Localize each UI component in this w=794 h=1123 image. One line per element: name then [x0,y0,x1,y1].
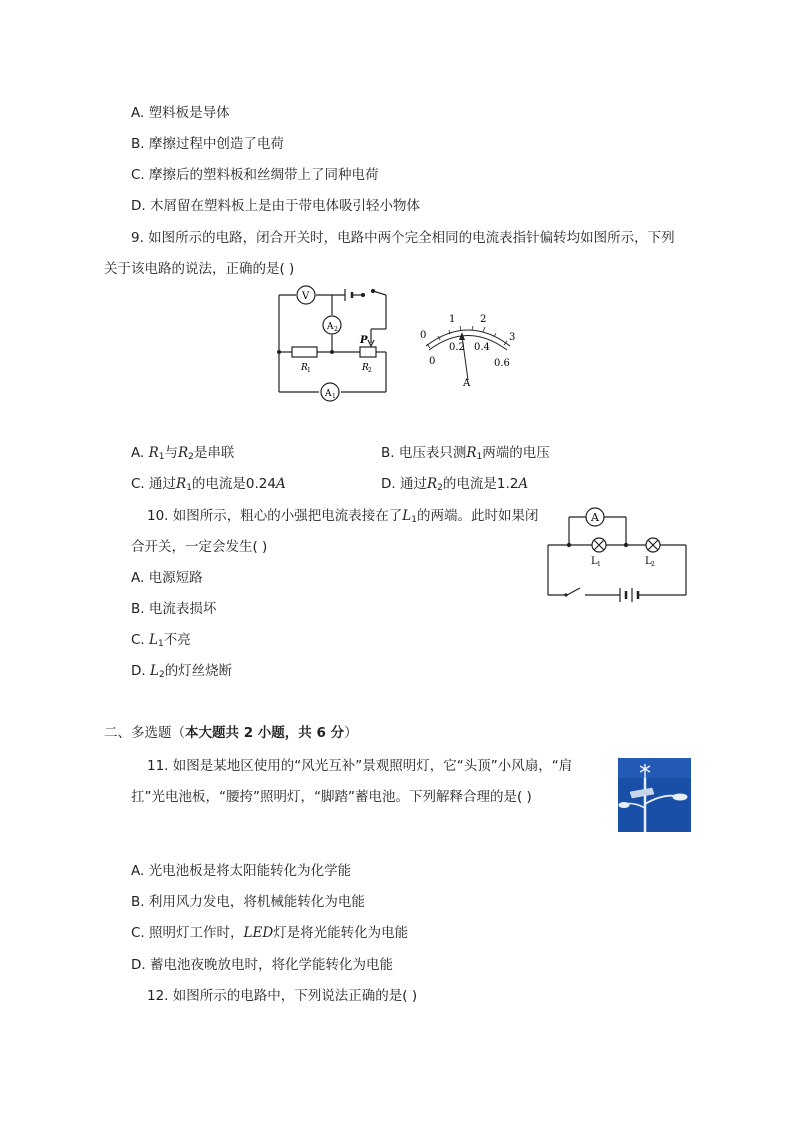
q9-option-c: C. 通过$R_1$的电流是0.24A [131,476,286,493]
ammeter-a1-sub: 1 [332,393,336,400]
q10-option-c: C. $L_1$不亮 [131,632,191,649]
q8-option-d: D. 木屑留在塑料板上是由于带电体吸引轻小物体 [131,198,420,214]
r1-sub: 1 [307,367,311,374]
q10-option-d: D. $L_2$的灯丝烧断 [131,663,233,680]
q10-l1-sub: 1 [597,561,601,568]
q10-option-a: A. 电源短路 [131,570,203,586]
q10-stem-line2: 合开关，一定会发生( ) [131,539,268,555]
dial-bottom-0.2: 0.2 [449,342,465,353]
ammeter-a2-label: A [327,322,334,332]
ammeter-a2-sub: 2 [334,326,338,333]
q10-circuit-diagram [545,505,690,605]
q9-circuit-diagram [270,285,395,405]
q10-ammeter-label: A [591,511,599,524]
q11-option-d: D. 蓄电池夜晚放电时，将化学能转化为电能 [131,957,393,973]
dial-top-3: 3 [509,332,516,343]
dial-top-1: 1 [449,314,456,325]
q11-stem-line2: 扛”光电池板，“腰挎”照明灯，“脚踏”蓄电池。下列解释合理的是( ) [131,789,532,805]
q11-option-b: B. 利用风力发电，将机械能转化为电能 [131,894,365,910]
q10-stem-line1: 10. 如图所示，粗心的小强把电流表接在了$L_1$的两端。此时如果闭 [147,508,539,525]
q10-option-b: B. 电流表损坏 [131,601,217,617]
dial-unit-a: A [463,378,471,388]
r1-label: R [301,363,308,373]
slider-p-label: P [360,335,368,346]
dial-bottom-0.6: 0.6 [494,358,510,369]
dial-top-0: 0 [420,330,427,341]
r2-label: R [362,363,369,373]
section-2-heading: 二、多选题（本大题共 2 小题，共 6 分） [104,725,358,741]
q9-stem-line2: 关于该电路的说法，正确的是( ) [104,261,295,277]
q11-streetlight-photo [618,758,691,832]
q10-l1-label: L [591,556,598,567]
q12-stem-line1: 12. 如图所示的电路中，下列说法正确的是( ) [147,988,418,1004]
q8-option-b: B. 摩擦过程中创造了电荷 [131,136,284,152]
q8-option-a: A. 塑料板是导体 [131,105,230,121]
q11-option-a: A. 光电池板是将太阳能转化为化学能 [131,863,352,879]
q9-ammeter-dial [416,308,521,388]
q9-stem-line1: 9. 如图所示的电路，闭合开关时，电路中两个完全相同的电流表指针偏转均如图所示，下列 [131,230,675,246]
dial-bottom-0: 0 [429,356,436,367]
ammeter-a1-label: A [325,389,332,399]
q10-l2-sub: 2 [651,561,655,568]
voltmeter-label: V [302,291,310,302]
q9-option-b: B. 电压表只测$R_1$两端的电压 [381,445,550,462]
dial-bottom-0.4: 0.4 [474,342,490,353]
r2-sub: 2 [368,367,372,374]
q8-option-c: C. 摩擦后的塑料板和丝绸带上了同种电荷 [131,167,379,183]
q11-stem-line1: 11. 如图是某地区使用的“风光互补”景观照明灯，它“头顶”小风扇，“肩 [147,758,573,774]
q11-option-c: C. 照明灯工作时，LED灯是将光能转化为电能 [131,925,409,941]
q9-option-d: D. 通过$R_2$的电流是1.2A [381,476,529,493]
q9-option-a: A. $R_1$与$R_2$是串联 [131,445,235,462]
q10-l2-label: L [645,556,652,567]
dial-top-2: 2 [480,314,487,325]
